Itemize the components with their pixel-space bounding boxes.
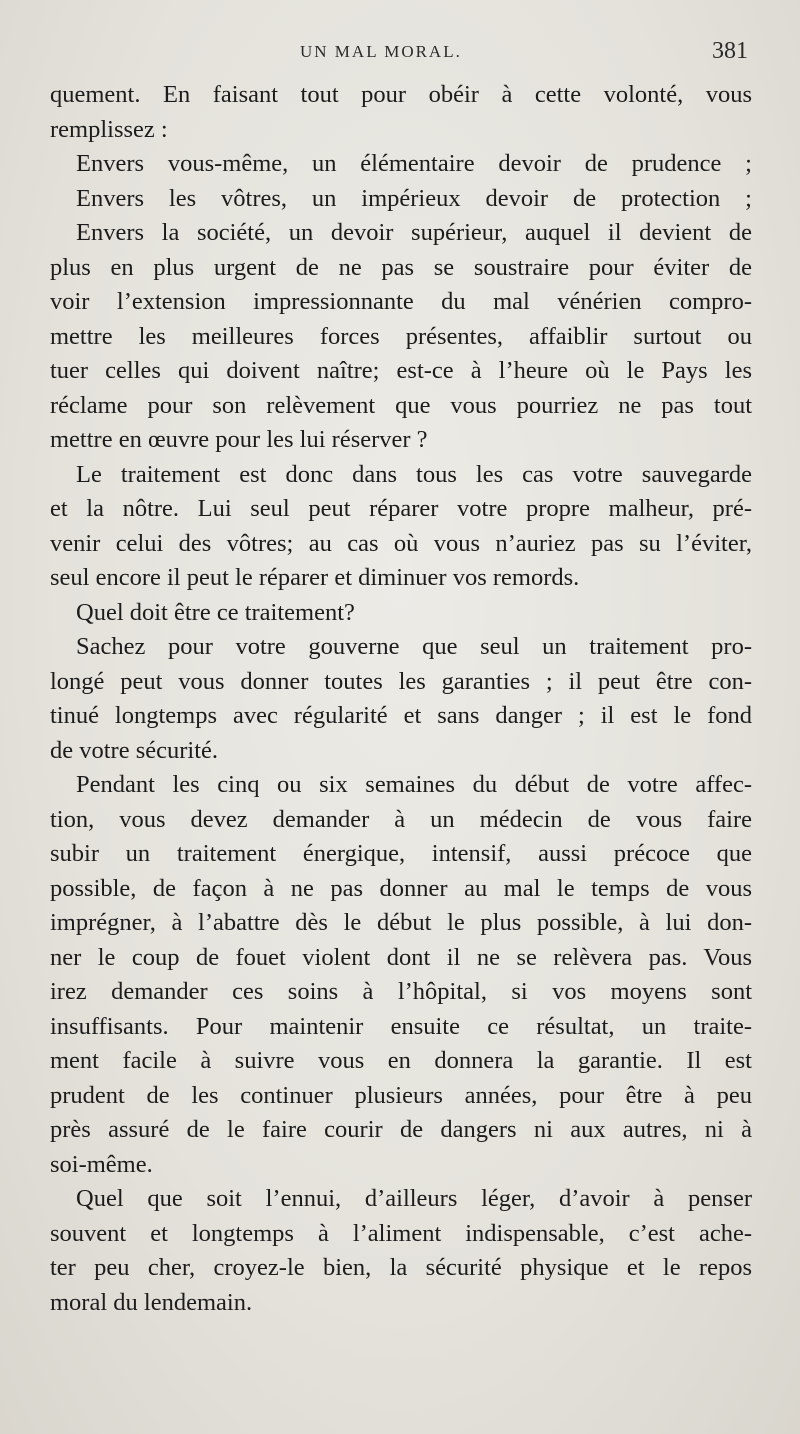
text-line: possible, de façon à ne pas donner au mal le temps de vous [50,874,752,902]
body-text [50,78,752,1320]
running-title: UN MAL MORAL. [300,42,462,61]
text-line: Quel doit être ce traitement? [76,598,355,626]
text-line: tinué longtemps avec régularité et sans danger ; il est le fond [50,702,752,729]
text-line: soi-même. [50,1150,153,1178]
text-line: réclame pour son relèvement que vous pourriez ne pas tout [50,391,752,419]
text-line: et la nôtre. Lui seul peut réparer votre propre malheur, pré- [50,495,752,522]
text-line: remplissez : [50,115,168,143]
text-line: ner le coup de fouet violent dont il ne se relèvera pas. Vous [50,943,752,971]
text-line: Envers vous-même, un élémentaire devoir de prudence ; [76,150,752,177]
text-line: souvent et longtemps à l’aliment indispensable, c’est ache- [50,1219,752,1247]
text-line: ter peu cher, croyez-le bien, la sécurité physique et le repos [50,1254,752,1281]
text-line: moral du lendemain. [50,1288,253,1316]
text-line: Quel que soit l’ennui, d’ailleurs léger, d’avoir à penser [76,1185,752,1212]
text-line: imprégner, à l’abattre dès le début le plus possible, à lui don- [50,909,752,936]
text-line: Pendant les cinq ou six semaines du début de votre affec- [76,771,752,798]
text-line: voir l’extension impressionnante du mal vénérien compro- [50,288,752,315]
page-header [0,38,800,72]
text-line: insuffisants. Pour maintenir ensuite ce résultat, un traite- [50,1012,752,1040]
text-line: Envers les vôtres, un impérieux devoir de protection ; [76,184,752,212]
text-line: tuer celles qui doivent naître; est-ce à l’heure où le Pays les [50,357,752,384]
text-line: Sachez pour votre gouverne que seul un traitement pro- [76,633,752,660]
text-line: venir celui des vôtres; au cas où vous n’auriez pas su l’éviter, [50,529,752,557]
text-line: quement. En faisant tout pour obéir à cette volonté, vous [50,81,752,108]
text-line: longé peut vous donner toutes les garanties ; il peut être con- [50,667,752,695]
page-number: 381 [712,38,748,64]
text-line: mettre les meilleures forces présentes, affaiblir surtout ou [50,322,752,350]
text-line: ment facile à suivre vous en donnera la garantie. Il est [50,1047,752,1074]
text-line: Le traitement est donc dans tous les cas votre sauvegarde [76,460,752,488]
text-line: mettre en œuvre pour les lui réserver ? [50,426,428,453]
text-line: seul encore il peut le réparer et diminuer vos remords. [50,564,580,591]
text-line: subir un traitement énergique, intensif, aussi précoce que [50,840,752,867]
text-line: tion, vous devez demander à un médecin de vous faire [50,805,752,833]
text-line: plus en plus urgent de ne pas se soustraire pour éviter de [50,253,752,281]
text-line: prudent de les continuer plusieurs années, pour être à peu [50,1081,752,1109]
text-line: irez demander ces soins à l’hôpital, si vos moyens sont [50,978,752,1005]
text-line: Envers la société, un devoir supérieur, auquel il devient de [76,219,752,246]
text-line: près assuré de le faire courir de dangers ni aux autres, ni à [50,1116,752,1143]
text-line: de votre sécurité. [50,736,219,764]
